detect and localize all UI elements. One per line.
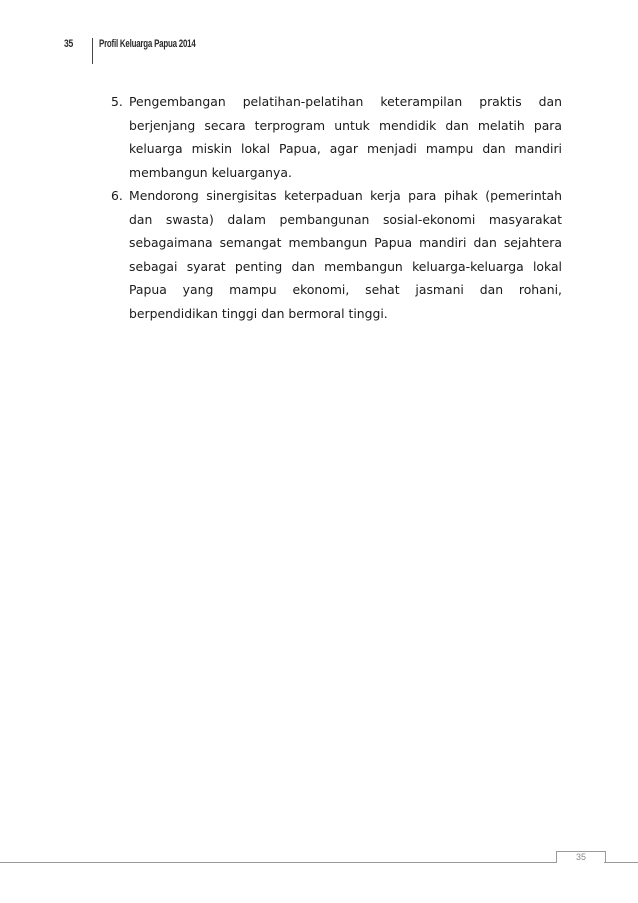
footer-rule-left <box>0 862 556 863</box>
list-item-text: Pengembangan pelatihan-pelatihan keterampilan praktis dan berjenjang secara terprogram untuk mendidik dan melatih para keluarga miskin lokal Papua, agar menjadi mampu dan mandiri membangun keluarganya. <box>129 94 562 180</box>
header-page-number: 35 <box>64 38 74 50</box>
numbered-list <box>111 90 562 325</box>
footer-rule-right <box>604 862 638 863</box>
header-divider <box>92 38 93 64</box>
list-item-number: 6. <box>111 188 123 203</box>
list-item-text: Mendorong sinergisitas keterpaduan kerja para pihak (pemerintah dan swasta) dalam pembangunan sosial-ekonomi masyarakat sebagaimana semangat membangun Papua mandiri dan sejahtera sebagai syarat penting dan membangun keluarga-keluarga lokal Papua yang mampu ekonomi, sehat jasmani dan rohani, berpendidikan tinggi dan bermoral tinggi. <box>129 188 562 321</box>
running-header <box>64 38 233 64</box>
footer-page-number: 35 <box>575 852 586 862</box>
list-item-number: 5. <box>111 94 123 109</box>
header-title: Profil Keluarga Papua 2014 <box>99 38 196 50</box>
list-item-5 <box>111 90 562 184</box>
list-item-6 <box>111 184 562 325</box>
